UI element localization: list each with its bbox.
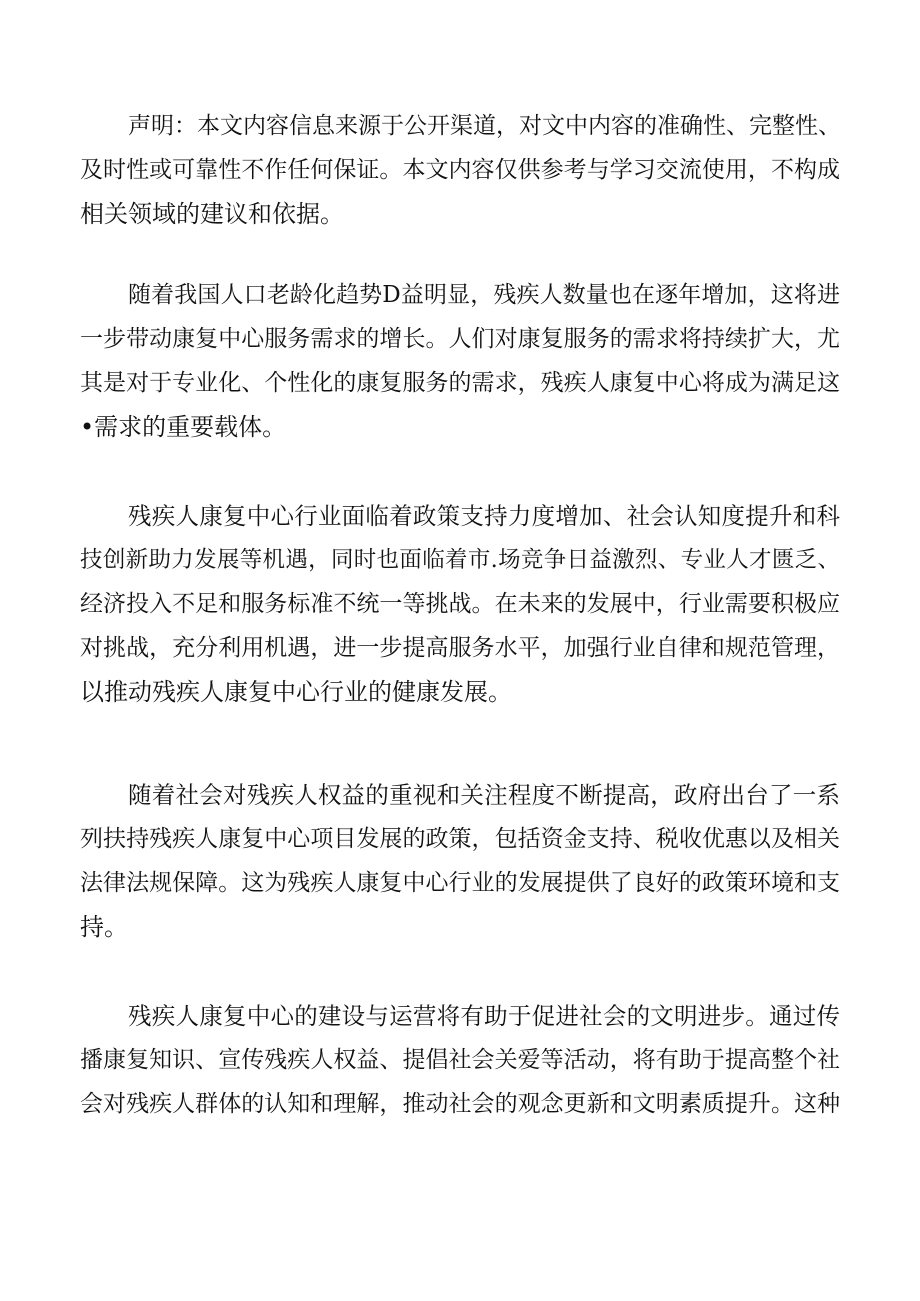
paragraph-line: 及时性或可靠性不作任何保证。本文内容仅供参考与学习交流使用，不构成 xyxy=(80,157,840,183)
disclaimer-paragraph xyxy=(80,104,840,236)
paragraph-line: 技创新助力发展等机遇，同时也面临着市.场竞争日益激烈、专业人才匮乏、 xyxy=(80,547,840,573)
paragraph-line: 随着社会对残疾人权益的重视和关注程度不断提高，政府出台了一系 xyxy=(128,781,840,809)
policy-support-paragraph xyxy=(80,773,840,949)
paragraph-line: 其是对于专业化、个性化的康复服务的需求，残疾人康复中心将成为满足这 xyxy=(80,370,840,396)
aging-demand-paragraph xyxy=(80,273,840,449)
paragraph-line: 对挑战，充分利用机遇，进一步提高服务水平，加强行业自律和规范管理， xyxy=(80,635,840,661)
paragraph-line: •需求的重要载体。 xyxy=(80,413,287,441)
paragraph-line: 经济投入不足和服务标准不统一等挑战。在未来的发展中，行业需要积极应 xyxy=(80,591,840,617)
paragraph-line: 声明：本文内容信息来源于公开渠道，对文中内容的准确性、完整性、 xyxy=(128,113,841,139)
social-progress-paragraph xyxy=(80,994,840,1126)
paragraph-line: 相关领域的建议和依据。 xyxy=(80,200,344,228)
paragraph-line: 以推动残疾人康复中心行业的健康发展。 xyxy=(80,678,512,706)
paragraph-line: 持。 xyxy=(80,913,128,941)
paragraph-line: 残疾人康复中心的建设与运营将有助于促进社会的文明进步。通过传 xyxy=(128,1002,840,1030)
paragraph-line: 随着我国人口老龄化趋势D益明显，残疾人数量也在逐年增加，这将进 xyxy=(128,282,840,308)
paragraph-line: 法律法规保障。这为残疾人康复中心行业的发展提供了良好的政策环境和支 xyxy=(80,870,840,896)
paragraph-line: 播康复知识、宣传残疾人权益、提倡社会关爱等活动，将有助于提高整个社 xyxy=(80,1047,840,1073)
opportunities-challenges-paragraph xyxy=(80,494,840,714)
paragraph-line: 会对残疾人群体的认知和理解，推动社会的观念更新和文明素质提升。这种 xyxy=(80,1091,840,1117)
paragraph-line: 一步带动康复中心服务需求的增长。人们对康复服务的需求将持续扩大，尤 xyxy=(80,326,840,352)
paragraph-line: 列扶持残疾人康复中心项目发展的政策，包括资金支持、税收优惠以及相关 xyxy=(80,826,840,852)
paragraph-line: 残疾人康复中心行业面临着政策支持力度增加、社会认知度提升和科 xyxy=(128,502,840,530)
